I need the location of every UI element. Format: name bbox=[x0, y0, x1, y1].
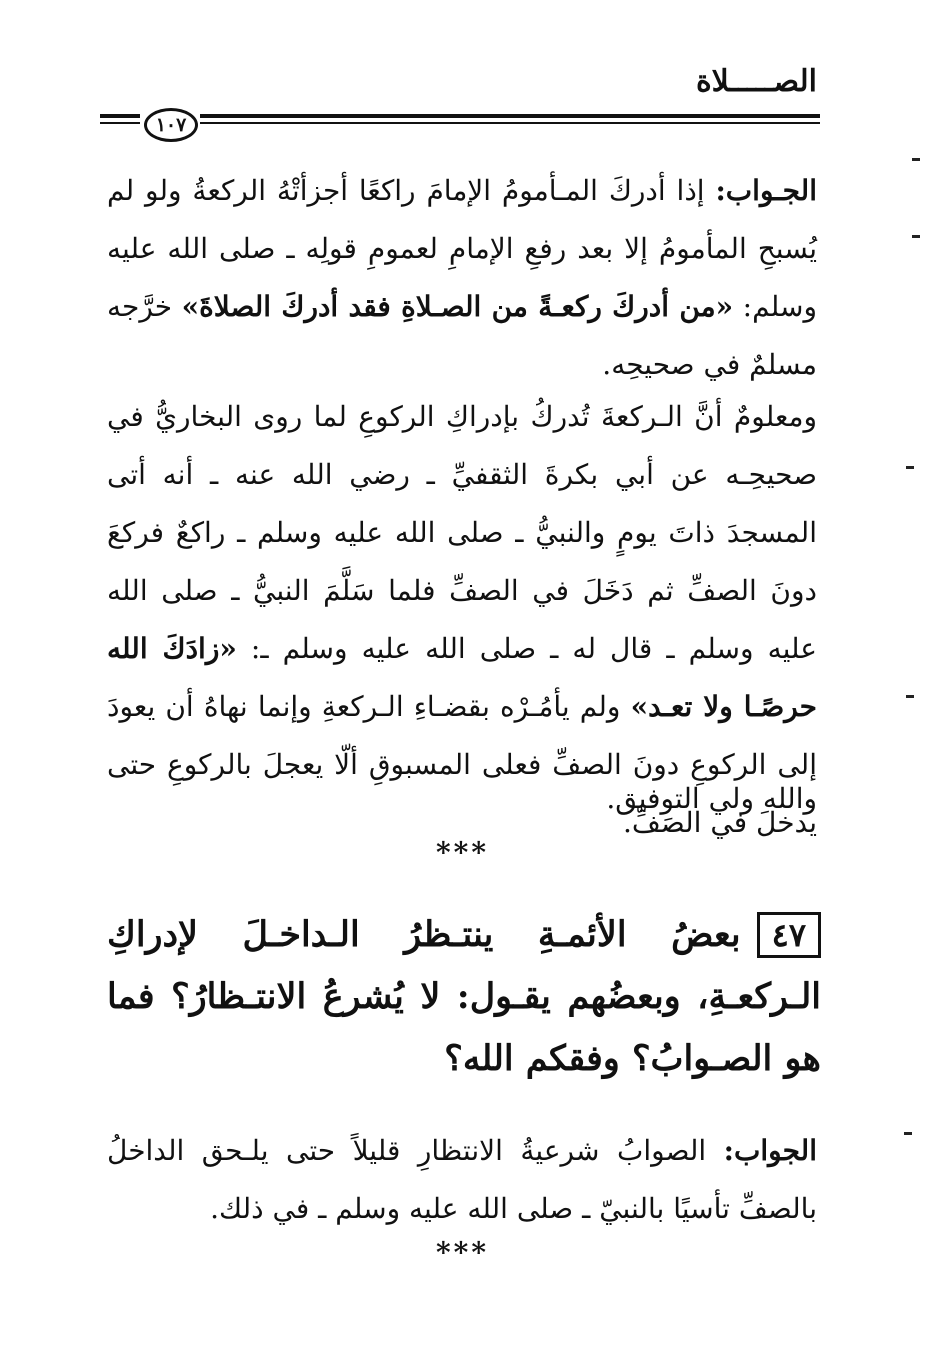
header-rule bbox=[100, 108, 820, 138]
margin-mark bbox=[906, 466, 914, 469]
rule-line-left-top bbox=[100, 114, 140, 118]
answer-paragraph-1 bbox=[107, 162, 817, 394]
rule-line-top bbox=[200, 114, 820, 118]
answer-lead: الجـواب: bbox=[715, 174, 817, 207]
margin-mark bbox=[912, 235, 920, 238]
closing-line: والله ولي التوفيق. bbox=[606, 782, 817, 815]
rule-line-left-bottom bbox=[100, 122, 140, 124]
answer-text: خرَّجه مسلمٌ في صحيحِه. bbox=[107, 290, 817, 381]
hadith-quote: «من أدركَ ركعـةً من الصـلاةِ فقد أدركَ الصلاةَ» bbox=[181, 290, 734, 323]
page-number-badge: ١٠٧ bbox=[144, 108, 198, 142]
section-separator: *** bbox=[436, 836, 489, 869]
answer-text: ومعلومٌ أنَّ الـركعةَ تُدركُ بإدراكِ الركوعِ لما روى البخاريُّ في صحيحِـه عن أبي بكرةَ الثقفيِّ ـ رضي الله عنه ـ أنه أتى المسجدَ ذاتَ يومٍ والنبيُّ ـ صلى الله عليه وسلم ـ راكعٌ فركعَ دونَ الصفِّ ثم دَخَلَ في الصفِّ فلما سَلَّمَ النبيُّ ـ صلى الله عليه وسلم ـ قال له ـ صلى الله عليه وسلم ـ: bbox=[107, 400, 818, 665]
answer-text: ولم يأمُـرْه بقضـاءِ الـركعةِ وإنما نهاهُ أن يعودَ إلى الركوعِ دونَ الصفِّ فعلى المسبوقِ ألّا يعجلَ بالركوعِ حتى يدخلَ في الصَفِّ. bbox=[107, 690, 817, 839]
answer-paragraph-47 bbox=[107, 1122, 817, 1238]
hadith-quote: «زادَكَ الله حرصًـا ولا تعـد» bbox=[107, 632, 817, 723]
margin-mark bbox=[906, 695, 914, 698]
margin-mark bbox=[912, 158, 920, 161]
question-block bbox=[107, 904, 821, 1090]
answer-lead: الجواب: bbox=[723, 1134, 817, 1167]
margin-mark bbox=[904, 1132, 912, 1135]
question-number: ٤٧ bbox=[757, 912, 821, 958]
running-header-title: الصـــــلاة bbox=[695, 64, 817, 99]
question-text: بعضُ الأئمـةِ ينتـظرُ الـداخـلَ لإدراكِ الـركعـةِ، وبعضُهم يقـول: لا يُشرعُ الانتـظارُ؟ فما هو الصـوابُ؟ وفقكم الله؟ bbox=[107, 914, 821, 1079]
answer-text: إذا أدركَ المـأمومُ الإمامَ راكعًا أجزأتْهُ الركعةُ ولو لم يُسبحِ المأمومُ إلا بعد رفعِ الإمامِ لعمومِ قولِه ـ صلى الله عليه وسلم: bbox=[107, 174, 817, 323]
rule-line-bottom bbox=[200, 122, 820, 124]
answer-text: الصوابُ شرعيةُ الانتظارِ قليلاً حتى يلـحق الداخلُ بالصفِّ تأسيًا بالنبيّ ـ صلى الله عليه وسلم ـ في ذلك. bbox=[107, 1134, 817, 1225]
section-separator: *** bbox=[436, 1236, 489, 1269]
